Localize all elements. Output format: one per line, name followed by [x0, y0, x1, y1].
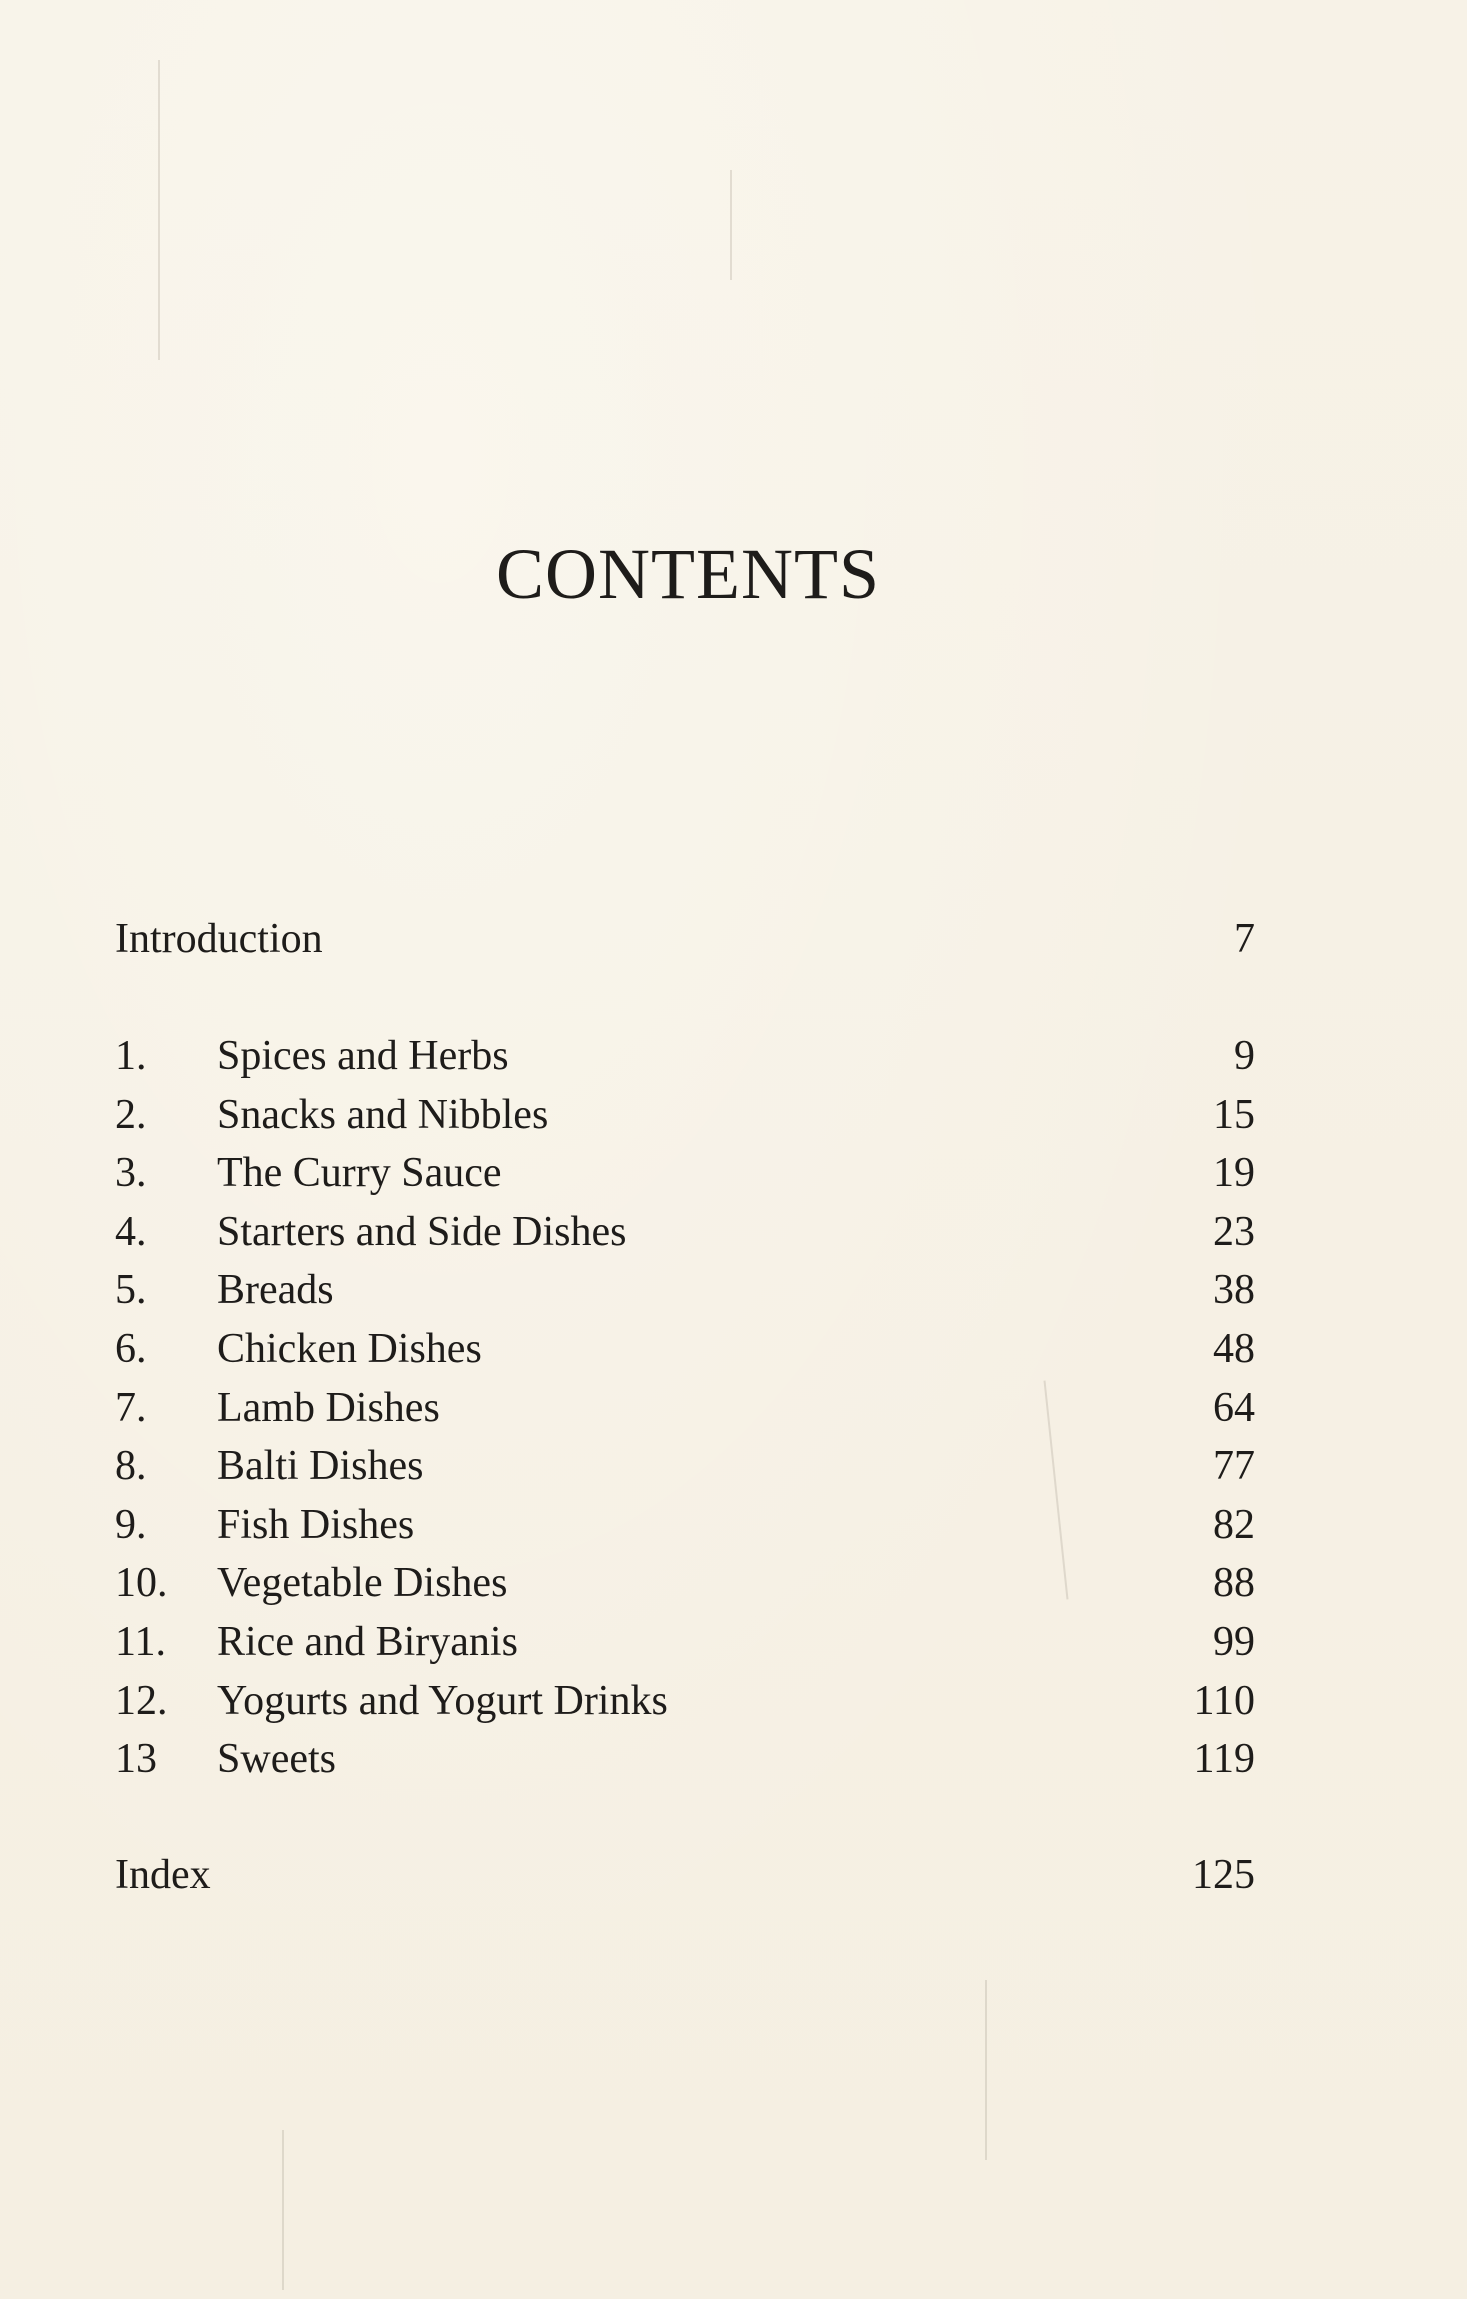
toc-page-number: 110 — [1193, 1678, 1255, 1724]
toc-entry-title: Introduction — [115, 916, 323, 962]
toc-row-chapter — [115, 1320, 1255, 1378]
toc-page-number: 23 — [1213, 1209, 1255, 1255]
toc-page-number: 82 — [1213, 1502, 1255, 1548]
toc-entry-title: Rice and Biryanis — [217, 1619, 518, 1665]
toc-page-number: 15 — [1213, 1092, 1255, 1138]
toc-entry-title: Balti Dishes — [217, 1443, 424, 1489]
toc-page-number: 125 — [1192, 1852, 1255, 1898]
toc-row-chapter — [115, 1144, 1255, 1202]
toc-entry-title: Spices and Herbs — [217, 1033, 509, 1079]
toc-row-introduction — [115, 910, 1255, 968]
paper-crease — [282, 2130, 284, 2290]
toc-chapter-number: 8. — [115, 1443, 147, 1489]
toc-page-number: 77 — [1213, 1443, 1255, 1489]
toc-page-number: 48 — [1213, 1326, 1255, 1372]
toc-chapter-number: 1. — [115, 1033, 147, 1079]
toc-page-number: 7 — [1234, 916, 1255, 962]
toc-page-number: 64 — [1213, 1385, 1255, 1431]
toc-entry-title: Fish Dishes — [217, 1502, 415, 1548]
toc-entry-title: The Curry Sauce — [217, 1150, 502, 1196]
toc-entry-title: Starters and Side Dishes — [217, 1209, 627, 1255]
toc-row-chapter — [115, 1730, 1255, 1788]
toc-row-chapter — [115, 1027, 1255, 1085]
toc-entry-title: Sweets — [217, 1736, 336, 1782]
toc-entry-title: Snacks and Nibbles — [217, 1092, 549, 1138]
toc-page-number: 19 — [1213, 1150, 1255, 1196]
toc-page-number: 119 — [1193, 1736, 1255, 1782]
toc-chapter-number: 10. — [115, 1560, 168, 1606]
paper-crease — [985, 1980, 987, 2160]
toc-chapter-number: 3. — [115, 1150, 147, 1196]
toc-entry-title: Index — [115, 1852, 211, 1898]
toc-chapter-number: 11. — [115, 1619, 166, 1665]
toc-entry-title: Lamb Dishes — [217, 1385, 440, 1431]
toc-chapter-number: 9. — [115, 1502, 147, 1548]
toc-entry-title: Breads — [217, 1267, 334, 1313]
toc-chapter-number: 13 — [115, 1736, 157, 1782]
toc-row-chapter — [115, 1261, 1255, 1319]
toc-chapter-number: 2. — [115, 1092, 147, 1138]
toc-row-index — [115, 1846, 1255, 1904]
page-title: CONTENTS — [496, 534, 880, 614]
toc-row-chapter — [115, 1203, 1255, 1261]
toc-row-chapter — [115, 1437, 1255, 1495]
toc-row-chapter — [115, 1554, 1255, 1612]
toc-row-chapter — [115, 1672, 1255, 1730]
toc-chapter-number: 4. — [115, 1209, 147, 1255]
toc-entry-title: Chicken Dishes — [217, 1326, 482, 1372]
toc-page-number: 38 — [1213, 1267, 1255, 1313]
toc-chapter-number: 7. — [115, 1385, 147, 1431]
toc-entry-title: Yogurts and Yogurt Drinks — [217, 1678, 668, 1724]
paper-crease — [158, 60, 160, 360]
toc-page-number: 9 — [1234, 1033, 1255, 1079]
toc-chapter-number: 12. — [115, 1678, 168, 1724]
toc-page-number: 99 — [1213, 1619, 1255, 1665]
toc-chapter-number: 6. — [115, 1326, 147, 1372]
toc-entry-title: Vegetable Dishes — [217, 1560, 508, 1606]
toc-chapter-number: 5. — [115, 1267, 147, 1313]
toc-row-chapter — [115, 1496, 1255, 1554]
toc-row-chapter — [115, 1613, 1255, 1671]
toc-row-chapter — [115, 1086, 1255, 1144]
toc-page-number: 88 — [1213, 1560, 1255, 1606]
toc-row-chapter — [115, 1379, 1255, 1437]
paper-crease — [730, 170, 732, 280]
